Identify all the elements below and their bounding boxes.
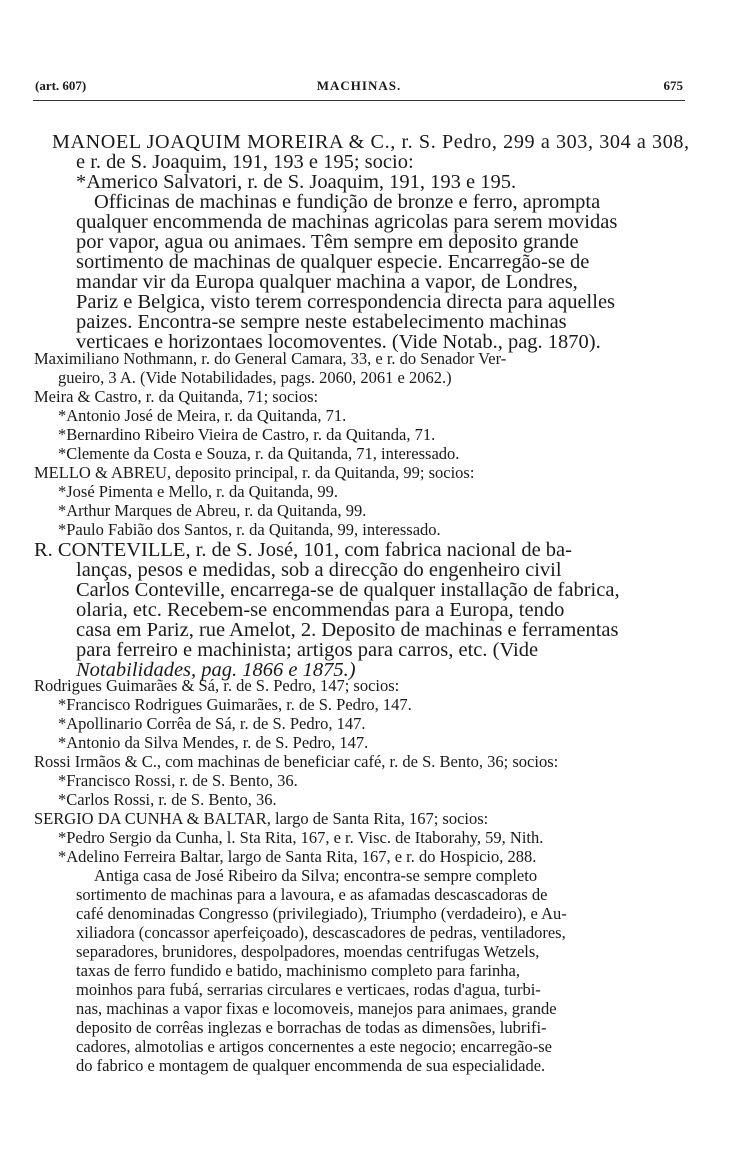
description-line: sortimento de machinas de qualquer especie. Encarregão-se de — [76, 251, 590, 273]
entry-heading-mello: MELLO & ABREU, deposito principal, r. da Quitanda, 99; socios: — [34, 463, 475, 482]
partner-line: *Apollinario Corrêa de Sá, r. de S. Pedro, 147. — [58, 714, 366, 733]
description-line: moinhos para fubá, serrarias circulares e verticaes, rodas d'agua, turbi- — [76, 980, 541, 999]
description-line: nas, machinas a vapor fixas e locomoveis, manejos para animaes, grande — [76, 999, 557, 1018]
partner-line: *Paulo Fabião dos Santos, r. da Quitanda, 99, interessado. — [58, 520, 441, 539]
description-line: taxas de ferro fundido e batido, machinismo completo para farinha, — [76, 961, 520, 980]
description-line: Officinas de machinas e fundição de bronze e ferro, aprompta — [94, 191, 601, 213]
partner-line: *Pedro Sergio da Cunha, l. Sta Rita, 167, e r. Visc. de Itaborahy, 59, Nith. — [58, 828, 544, 847]
partner-line: *José Pimenta e Mello, r. da Quitanda, 99. — [58, 482, 338, 501]
description-line: para ferreiro e machinista; artigos para carros, etc. (Vide — [76, 639, 539, 661]
description-line: Notabilidades, pag. 1866 e 1875.) — [76, 659, 356, 681]
partner-line: *Francisco Rodrigues Guimarães, r. de S. Pedro, 147. — [58, 695, 412, 714]
entry-heading-sergio: SERGIO DA CUNHA & BALTAR, largo de Santa Rita, 167; socios: — [34, 809, 489, 828]
description-line: olaria, etc. Recebem-se encommendas para a Europa, tendo — [76, 599, 565, 621]
description-line: deposito de corrêas inglezas e borrachas de todas as dimensões, lubrifi- — [76, 1018, 547, 1037]
page-number: 675 — [663, 78, 683, 93]
description-line: Antiga casa de José Ribeiro da Silva; encontra-se sempre completo — [94, 866, 538, 885]
description-line: cadores, almotolias e artigos concernentes a este negocio; encarregão-se — [76, 1037, 552, 1056]
partner-line: *Carlos Rossi, r. de S. Bento, 36. — [58, 790, 277, 809]
text-line: e r. de S. Joaquim, 191, 193 e 195; socio: — [76, 151, 414, 173]
description-line: casa em Pariz, rue Amelot, 2. Deposito de machinas e ferramentas — [76, 619, 619, 641]
partner-line: *Antonio da Silva Mendes, r. de S. Pedro, 147. — [58, 733, 369, 752]
entry-heading-rossi: Rossi Irmãos & C., com machinas de beneficiar café, r. de S. Bento, 36; socios: — [34, 752, 559, 771]
partner-line: *Arthur Marques de Abreu, r. da Quitanda, 99. — [58, 501, 367, 520]
description-line: verticaes e horizontaes locomoventes. (Vide Notab., pag. 1870). — [76, 331, 601, 353]
page-header — [35, 78, 683, 98]
description-line: paizes. Encontra-se sempre neste estabelecimento machinas — [76, 311, 567, 333]
description-line: Carlos Conteville, encarrega-se de qualquer installação de fabrica, — [76, 579, 620, 601]
partner-line: *Adelino Ferreira Baltar, largo de Santa Rita, 167, e r. do Hospicio, 288. — [58, 847, 537, 866]
description-line: lanças, pesos e medidas, sob a direcção do engenheiro civil — [76, 559, 562, 581]
partner-line: *Americo Salvatori, r. de S. Joaquim, 191, 193 e 195. — [76, 171, 517, 193]
partner-line: *Clemente da Costa e Souza, r. da Quitanda, 71, interessado. — [58, 444, 460, 463]
partner-line: *Francisco Rossi, r. de S. Bento, 36. — [58, 771, 298, 790]
entry-heading-manoel: MANOEL JOAQUIM MOREIRA & C., r. S. Pedro, 299 a 303, 304 a 308, — [52, 131, 690, 153]
description-line: Pariz e Belgica, visto terem correspondencia directa para aquelles — [76, 291, 616, 313]
description-line: mandar vir da Europa qualquer machina a vapor, de Londres, — [76, 271, 578, 293]
description-line: xiliadora (concassor aperfeiçoado), descascadores de pedras, ventiladores, — [76, 923, 566, 942]
header-rule — [33, 100, 685, 101]
entry-heading-rodrigues: Rodrigues Guimarães & Sá, r. de S. Pedro, 147; socios: — [34, 676, 400, 695]
section-title: MACHINAS. — [316, 78, 402, 93]
partner-line: *Antonio José de Meira, r. da Quitanda, 71. — [58, 406, 347, 425]
article-reference: (art. 607) — [35, 78, 87, 93]
description-line: sortimento de machinas para a lavoura, e as afamadas descascadoras de — [76, 885, 548, 904]
description-line: separadores, brunidores, despolpadores, moendas centrifugas Wetzels, — [76, 942, 540, 961]
entry-heading-meira: Meira & Castro, r. da Quitanda, 71; socios: — [34, 387, 319, 406]
entry-heading-nothmann: Maximiliano Nothmann, r. do General Camara, 33, e r. do Senador Ver- — [34, 349, 507, 368]
text-line: gueiro, 3 A. (Vide Notabilidades, pags. 2060, 2061 e 2062.) — [58, 368, 452, 387]
description-line: qualquer encommenda de machinas agricolas para serem movidas — [76, 211, 618, 233]
description-line: do fabrico e montagem de qualquer encommenda de sua especialidade. — [76, 1056, 546, 1075]
partner-line: *Bernardino Ribeiro Vieira de Castro, r. da Quitanda, 71. — [58, 425, 436, 444]
entry-heading-conteville: R. CONTEVILLE, r. de S. José, 101, com fabrica nacional de ba- — [34, 539, 572, 561]
description-line: café denominadas Congresso (privilegiado), Triumpho (verdadeiro), e Au- — [76, 904, 567, 923]
description-line: por vapor, agua ou animaes. Têm sempre em deposito grande — [76, 231, 579, 253]
